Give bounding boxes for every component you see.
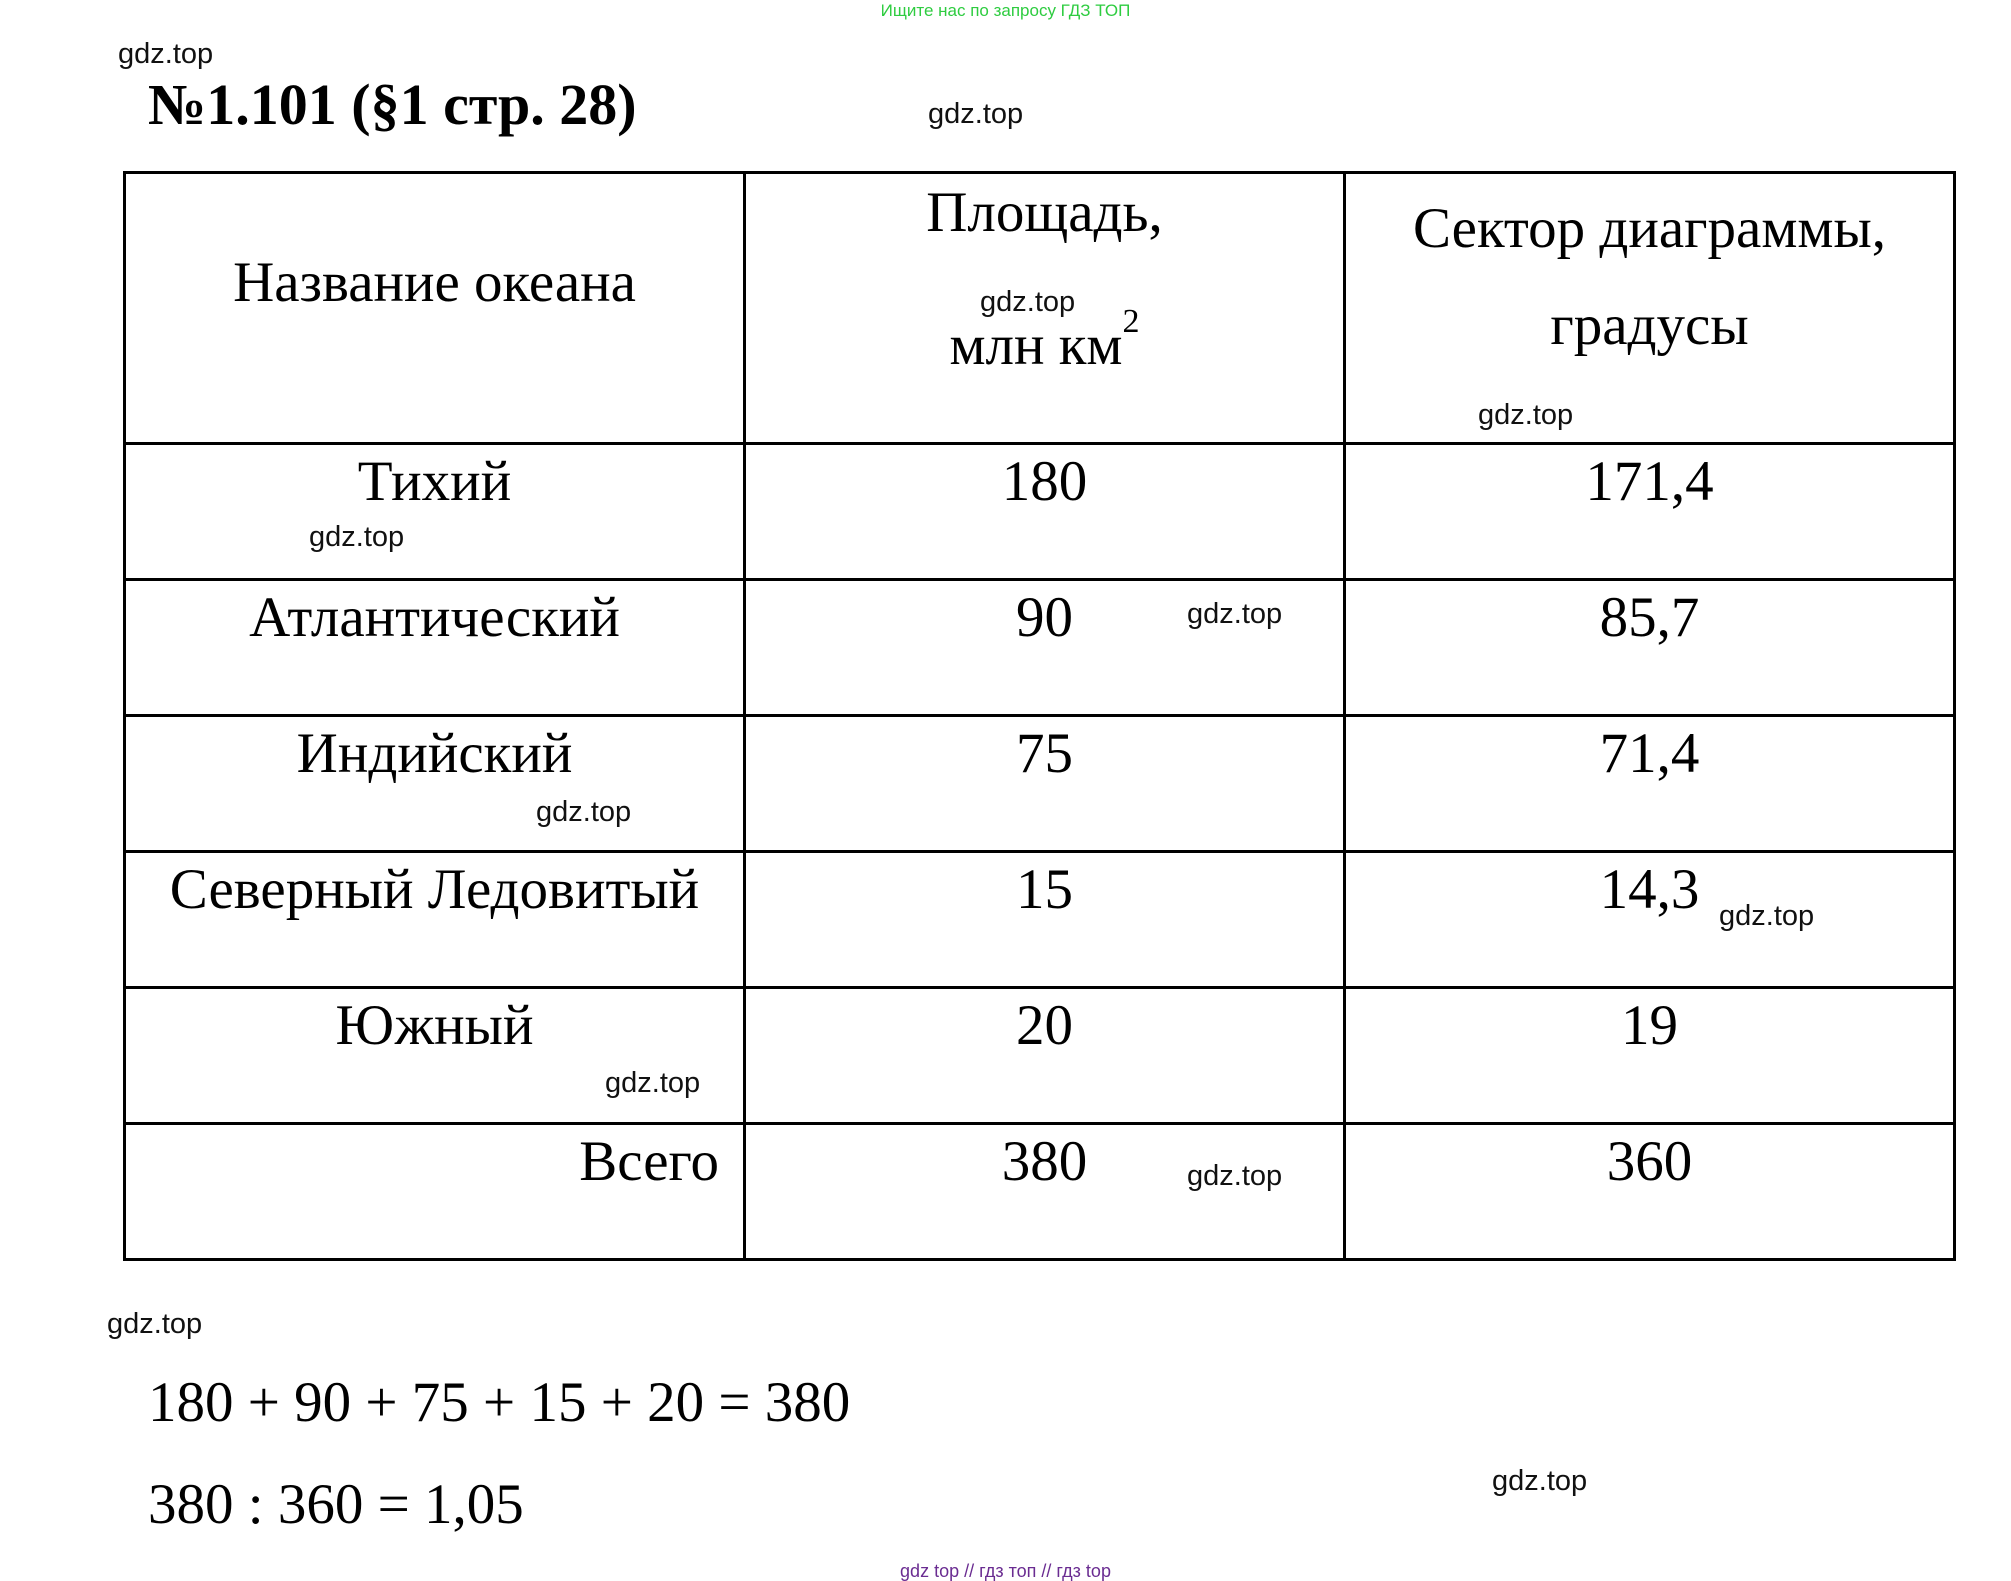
watermark: gdz.top bbox=[1478, 399, 1574, 431]
watermark: gdz.top bbox=[1187, 598, 1283, 630]
table-row bbox=[125, 444, 1955, 580]
calculation-sum: 180 + 90 + 75 + 15 + 20 = 380 bbox=[148, 1371, 851, 1434]
table-row bbox=[125, 988, 1955, 1124]
header-ocean-name-label: Название океана bbox=[233, 251, 636, 314]
top-banner: Ищите нас по запросу ГДЗ ТОП bbox=[880, 1, 1131, 20]
watermark: gdz.top bbox=[107, 1308, 203, 1340]
cell-area: 15 bbox=[745, 852, 1345, 988]
ocean-table bbox=[123, 171, 1956, 1261]
header-area-unit: млн км bbox=[949, 314, 1123, 377]
cell-ocean-name: Южный bbox=[125, 988, 745, 1124]
cell-total-area: 380 bbox=[745, 1124, 1345, 1260]
header-ocean-name bbox=[125, 173, 745, 444]
cell-ocean-name: Северный Ледовитый bbox=[125, 852, 745, 988]
cell-sector: 19 bbox=[1345, 988, 1955, 1124]
cell-sector: 14,3 bbox=[1345, 852, 1955, 988]
header-area-line1: Площадь, bbox=[926, 181, 1163, 244]
cell-sector: 71,4 bbox=[1345, 716, 1955, 852]
table-row bbox=[125, 580, 1955, 716]
cell-ocean-name: Атлантический bbox=[125, 580, 745, 716]
watermark: gdz.top bbox=[928, 98, 1024, 130]
watermark: gdz.top bbox=[309, 521, 405, 553]
cell-area: 20 bbox=[745, 988, 1345, 1124]
cell-area: 90 bbox=[745, 580, 1345, 716]
watermark: gdz.top bbox=[980, 286, 1076, 318]
cell-area: 180 bbox=[745, 444, 1345, 580]
watermark: gdz.top bbox=[1187, 1160, 1283, 1192]
watermark: gdz.top bbox=[605, 1067, 701, 1099]
watermark: gdz.top bbox=[536, 796, 632, 828]
header-area-superscript: 2 bbox=[1122, 303, 1140, 340]
table-row bbox=[125, 716, 1955, 852]
cell-total-label: Всего bbox=[125, 1124, 745, 1260]
bottom-banner: gdz top // гдз топ // гдз top bbox=[900, 1561, 1111, 1581]
cell-total-sector: 360 bbox=[1345, 1124, 1955, 1260]
watermark: gdz.top bbox=[1719, 900, 1815, 932]
calculation-ratio: 380 : 360 = 1,05 bbox=[148, 1473, 524, 1536]
cell-ocean-name: Индийский bbox=[125, 716, 745, 852]
cell-area: 75 bbox=[745, 716, 1345, 852]
cell-sector: 85,7 bbox=[1345, 580, 1955, 716]
header-sector-line2: градусы bbox=[1550, 294, 1749, 357]
header-sector bbox=[1345, 173, 1955, 444]
header-sector-line1: Сектор диаграммы, bbox=[1412, 197, 1887, 260]
watermark: gdz.top bbox=[118, 38, 214, 70]
cell-sector: 171,4 bbox=[1345, 444, 1955, 580]
page-title: №1.101 (§1 стр. 28) bbox=[148, 72, 637, 137]
table-row bbox=[125, 852, 1955, 988]
table-total-row bbox=[125, 1124, 1955, 1260]
watermark: gdz.top bbox=[1492, 1465, 1588, 1497]
cell-ocean-name: Тихий bbox=[125, 444, 745, 580]
